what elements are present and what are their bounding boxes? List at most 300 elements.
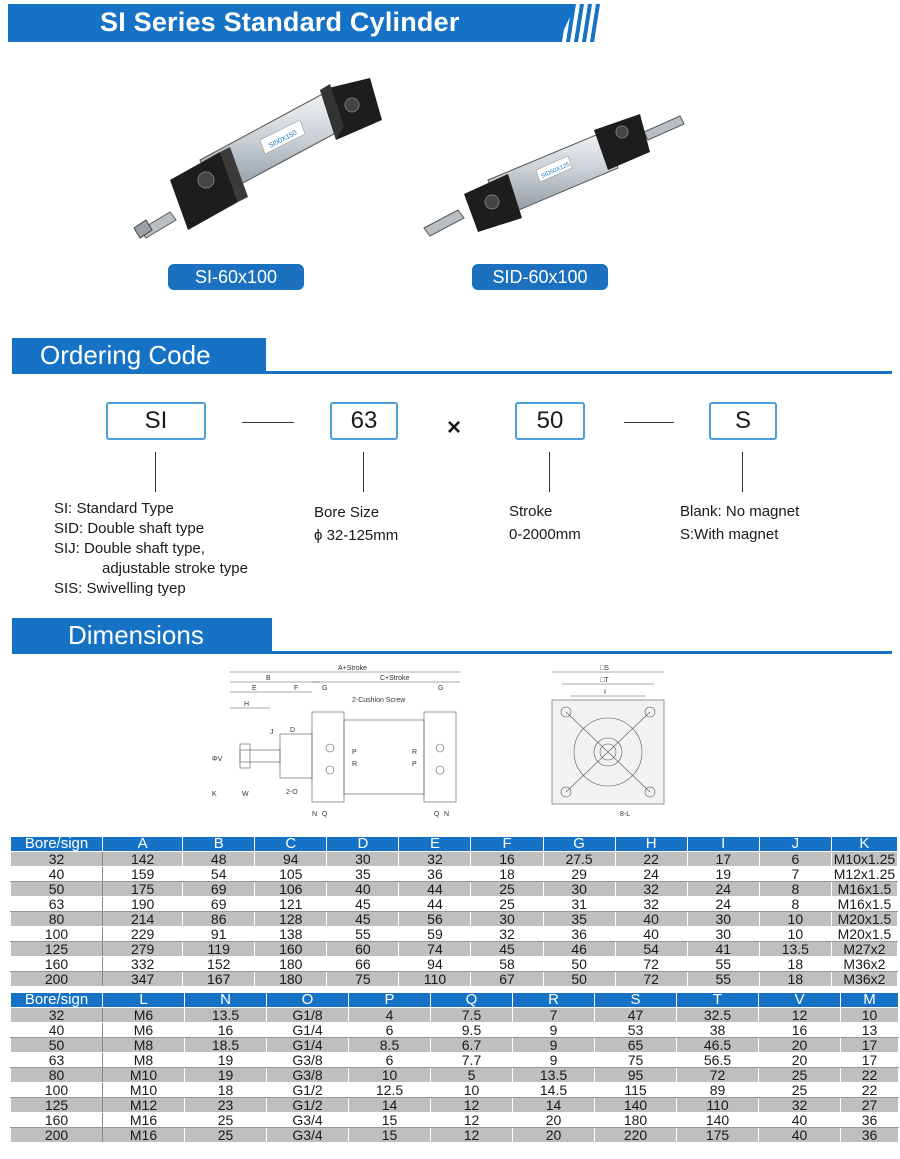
table-cell: 41 bbox=[687, 942, 759, 957]
bore-cell: 32 bbox=[11, 852, 103, 867]
table-cell: 14 bbox=[349, 1098, 431, 1113]
table-cell: M36x2 bbox=[831, 957, 897, 972]
table-cell: 20 bbox=[759, 1038, 841, 1053]
table-row bbox=[11, 912, 898, 927]
table-cell: 30 bbox=[687, 912, 759, 927]
table-cell: 10 bbox=[759, 927, 831, 942]
table-cell: 67 bbox=[471, 972, 543, 987]
table-cell: 36 bbox=[841, 1128, 899, 1143]
table-cell: 32 bbox=[615, 897, 687, 912]
magnet-leader bbox=[742, 452, 743, 492]
table-row bbox=[11, 1038, 899, 1053]
table-cell: 50 bbox=[543, 972, 615, 987]
si-product-label: SI-60x100 bbox=[168, 264, 304, 290]
table-row bbox=[11, 957, 898, 972]
svg-text:2-O: 2-O bbox=[286, 789, 298, 796]
table-cell: 17 bbox=[687, 852, 759, 867]
stroke-description: Stroke 0-2000mm bbox=[509, 503, 581, 543]
table-cell: 220 bbox=[595, 1128, 677, 1143]
table-cell: 7 bbox=[759, 867, 831, 882]
svg-text:J: J bbox=[270, 729, 274, 736]
table-cell: 180 bbox=[255, 972, 327, 987]
table2-header bbox=[11, 993, 899, 1008]
table-cell: 72 bbox=[615, 972, 687, 987]
table-cell: 22 bbox=[841, 1068, 899, 1083]
type-description: SI: Standard Type SID: Double shaft type SIJ: Double shaft type, adjustable stroke type SIS: Swivelling tyep bbox=[54, 500, 248, 597]
table-cell: 60 bbox=[327, 942, 399, 957]
table-cell: 4 bbox=[349, 1008, 431, 1023]
svg-text:Q: Q bbox=[434, 811, 440, 818]
magnet-description: Blank: No magnet S:With magnet bbox=[680, 503, 800, 543]
table-cell: 55 bbox=[687, 957, 759, 972]
table-cell: 16 bbox=[185, 1023, 267, 1038]
table-cell: 44 bbox=[399, 897, 471, 912]
column-header: G bbox=[543, 837, 615, 852]
table-cell: 18 bbox=[759, 972, 831, 987]
bore-description: Bore Size ϕ 32-125mm bbox=[314, 504, 399, 544]
title-banner bbox=[8, 4, 606, 42]
table-cell: 175 bbox=[677, 1128, 759, 1143]
table-cell: 24 bbox=[615, 867, 687, 882]
table-row bbox=[11, 1098, 899, 1113]
end-view-drawing bbox=[546, 662, 674, 822]
table-cell: 142 bbox=[103, 852, 183, 867]
table-cell: 69 bbox=[183, 882, 255, 897]
table-cell: G1/4 bbox=[267, 1023, 349, 1038]
table-cell: 12 bbox=[431, 1113, 513, 1128]
table-cell: 91 bbox=[183, 927, 255, 942]
table-cell: M10 bbox=[103, 1083, 185, 1098]
column-header: K bbox=[831, 837, 897, 852]
code-type-box: SI bbox=[106, 402, 206, 440]
table-cell: 56.5 bbox=[677, 1053, 759, 1068]
table-cell: 30 bbox=[687, 927, 759, 942]
table-cell: 24 bbox=[687, 882, 759, 897]
table-cell: 30 bbox=[327, 852, 399, 867]
table-cell: 214 bbox=[103, 912, 183, 927]
table-cell: 6 bbox=[759, 852, 831, 867]
table-cell: 10 bbox=[759, 912, 831, 927]
table-cell: 5 bbox=[431, 1068, 513, 1083]
table-cell: 175 bbox=[103, 882, 183, 897]
column-header: R bbox=[513, 993, 595, 1008]
table-cell: 180 bbox=[255, 957, 327, 972]
table-cell: 55 bbox=[687, 972, 759, 987]
table-cell: 8.5 bbox=[349, 1038, 431, 1053]
table-cell: 94 bbox=[255, 852, 327, 867]
table-cell: 48 bbox=[183, 852, 255, 867]
svg-text:G: G bbox=[322, 685, 328, 692]
bore-cell: 100 bbox=[11, 927, 103, 942]
table-cell: M10 bbox=[103, 1068, 185, 1083]
column-header: D bbox=[327, 837, 399, 852]
table-cell: M16 bbox=[103, 1113, 185, 1128]
column-header: C bbox=[255, 837, 327, 852]
bore-cell: 80 bbox=[11, 912, 103, 927]
ordering-code-header bbox=[12, 338, 892, 374]
table-cell: 25 bbox=[471, 897, 543, 912]
bore-cell: 40 bbox=[11, 1023, 103, 1038]
table-row bbox=[11, 882, 898, 897]
bore-cell: 100 bbox=[11, 1083, 103, 1098]
svg-text:□T: □T bbox=[600, 677, 609, 684]
svg-text:I: I bbox=[604, 689, 606, 696]
table-cell: 45 bbox=[327, 897, 399, 912]
table-cell: 18 bbox=[759, 957, 831, 972]
code-bore-box: 63 bbox=[330, 402, 398, 440]
table-cell: 47 bbox=[595, 1008, 677, 1023]
table-cell: M20x1.5 bbox=[831, 912, 897, 927]
table-cell: 190 bbox=[103, 897, 183, 912]
column-header: F bbox=[471, 837, 543, 852]
table-row bbox=[11, 1068, 899, 1083]
side-view-drawing bbox=[204, 662, 470, 822]
table-cell: 27 bbox=[841, 1098, 899, 1113]
svg-text:W: W bbox=[242, 791, 249, 798]
table-cell: 95 bbox=[595, 1068, 677, 1083]
table-cell: 140 bbox=[677, 1113, 759, 1128]
table-cell: 86 bbox=[183, 912, 255, 927]
table-cell: G1/2 bbox=[267, 1098, 349, 1113]
si-cylinder-image bbox=[130, 70, 390, 250]
table-cell: 20 bbox=[513, 1113, 595, 1128]
table-cell: 16 bbox=[759, 1023, 841, 1038]
table-cell: 17 bbox=[841, 1053, 899, 1068]
table-cell: 6.7 bbox=[431, 1038, 513, 1053]
bore-cell: 160 bbox=[11, 957, 103, 972]
svg-text:G: G bbox=[438, 685, 444, 692]
column-header: B bbox=[183, 837, 255, 852]
dash-1 bbox=[242, 422, 294, 423]
column-header: Q bbox=[431, 993, 513, 1008]
table-cell: 40 bbox=[615, 912, 687, 927]
table-cell: 23 bbox=[185, 1098, 267, 1113]
table-cell: 128 bbox=[255, 912, 327, 927]
table-cell: 40 bbox=[615, 927, 687, 942]
table-cell: 15 bbox=[349, 1113, 431, 1128]
table-row bbox=[11, 1083, 899, 1098]
table-cell: 29 bbox=[543, 867, 615, 882]
svg-text:N: N bbox=[444, 811, 450, 818]
table-row bbox=[11, 897, 898, 912]
table-cell: 32 bbox=[615, 882, 687, 897]
svg-text:H: H bbox=[244, 701, 250, 708]
table-cell: 30 bbox=[543, 882, 615, 897]
table-cell: M12 bbox=[103, 1098, 185, 1113]
table-cell: 10 bbox=[841, 1008, 899, 1023]
table-cell: 25 bbox=[185, 1113, 267, 1128]
table-cell: 25 bbox=[759, 1068, 841, 1083]
column-header: V bbox=[759, 993, 841, 1008]
table-cell: 17 bbox=[841, 1038, 899, 1053]
table-cell: 8 bbox=[759, 897, 831, 912]
table-row bbox=[11, 1023, 899, 1038]
table-cell: 13.5 bbox=[513, 1068, 595, 1083]
table-cell: 50 bbox=[543, 957, 615, 972]
table-cell: 140 bbox=[595, 1098, 677, 1113]
table-cell: 25 bbox=[759, 1083, 841, 1098]
table-cell: 89 bbox=[677, 1083, 759, 1098]
table-cell: 18.5 bbox=[185, 1038, 267, 1053]
table-cell: M36x2 bbox=[831, 972, 897, 987]
table-cell: M27x2 bbox=[831, 942, 897, 957]
column-header: N bbox=[185, 993, 267, 1008]
svg-text:P: P bbox=[412, 761, 417, 768]
table-cell: 332 bbox=[103, 957, 183, 972]
bore-cell: 80 bbox=[11, 1068, 103, 1083]
table-row bbox=[11, 1113, 899, 1128]
table-cell: 19 bbox=[185, 1068, 267, 1083]
table-cell: 106 bbox=[255, 882, 327, 897]
table-cell: M6 bbox=[103, 1023, 185, 1038]
table-cell: G1/8 bbox=[267, 1008, 349, 1023]
table-cell: 30 bbox=[471, 912, 543, 927]
table-cell: 32 bbox=[759, 1098, 841, 1113]
table-cell: 7.5 bbox=[431, 1008, 513, 1023]
svg-text:ΦV: ΦV bbox=[212, 756, 223, 763]
svg-text:F: F bbox=[294, 685, 299, 692]
table-cell: M10x1.25 bbox=[831, 852, 897, 867]
svg-text:□S: □S bbox=[600, 665, 609, 672]
table-cell: 19 bbox=[687, 867, 759, 882]
table-cell: 13.5 bbox=[759, 942, 831, 957]
bore-cell: 125 bbox=[11, 942, 103, 957]
table-cell: 46.5 bbox=[677, 1038, 759, 1053]
table-cell: 36 bbox=[841, 1113, 899, 1128]
code-magnet-box: S bbox=[709, 402, 777, 440]
column-header: J bbox=[759, 837, 831, 852]
dimensions-title: Dimensions bbox=[12, 618, 272, 652]
table-cell: 12 bbox=[759, 1008, 841, 1023]
table-cell: 65 bbox=[595, 1038, 677, 1053]
table-cell: 94 bbox=[399, 957, 471, 972]
bore-cell: 32 bbox=[11, 1008, 103, 1023]
bore-cell: 50 bbox=[11, 1038, 103, 1053]
table-cell: 72 bbox=[615, 957, 687, 972]
table-cell: 32.5 bbox=[677, 1008, 759, 1023]
code-stroke-box: 50 bbox=[515, 402, 585, 440]
bore-cell: 63 bbox=[11, 897, 103, 912]
table-cell: 160 bbox=[255, 942, 327, 957]
table-cell: 36 bbox=[543, 927, 615, 942]
column-header: O bbox=[267, 993, 349, 1008]
bore-cell: 160 bbox=[11, 1113, 103, 1128]
table-cell: 40 bbox=[327, 882, 399, 897]
table-cell: G1/4 bbox=[267, 1038, 349, 1053]
multiply-sign: × bbox=[447, 414, 462, 441]
svg-text:R: R bbox=[412, 749, 418, 756]
table-cell: 12 bbox=[431, 1128, 513, 1143]
table-cell: 32 bbox=[399, 852, 471, 867]
table-cell: 180 bbox=[595, 1113, 677, 1128]
table-cell: 9 bbox=[513, 1053, 595, 1068]
table-cell: 32 bbox=[471, 927, 543, 942]
table-cell: 6 bbox=[349, 1053, 431, 1068]
table-cell: 119 bbox=[183, 942, 255, 957]
si-body-label: SI50X150 bbox=[267, 129, 299, 150]
table-cell: 9.5 bbox=[431, 1023, 513, 1038]
table-cell: 45 bbox=[327, 912, 399, 927]
table-cell: 19 bbox=[185, 1053, 267, 1068]
table-cell: 14.5 bbox=[513, 1083, 595, 1098]
svg-text:A+Stroke: A+Stroke bbox=[338, 665, 367, 672]
sid-product-label: SID-60x100 bbox=[472, 264, 608, 290]
table-cell: M16x1.5 bbox=[831, 882, 897, 897]
svg-text:P: P bbox=[352, 749, 357, 756]
table-cell: 69 bbox=[183, 897, 255, 912]
table-cell: 13.5 bbox=[185, 1008, 267, 1023]
bore-cell: 200 bbox=[11, 1128, 103, 1143]
column-header: Bore/sign bbox=[11, 993, 103, 1008]
table-cell: 74 bbox=[399, 942, 471, 957]
table-cell: M20x1.5 bbox=[831, 927, 897, 942]
table-cell: 18 bbox=[185, 1083, 267, 1098]
table-cell: 12 bbox=[431, 1098, 513, 1113]
column-header: P bbox=[349, 993, 431, 1008]
bore-cell: 125 bbox=[11, 1098, 103, 1113]
table-cell: 105 bbox=[255, 867, 327, 882]
table-row bbox=[11, 942, 898, 957]
table-cell: 138 bbox=[255, 927, 327, 942]
dimensions-table-2 bbox=[10, 992, 899, 1143]
table-cell: 22 bbox=[615, 852, 687, 867]
svg-text:R: R bbox=[352, 761, 358, 768]
table-cell: 35 bbox=[327, 867, 399, 882]
table-cell: 75 bbox=[595, 1053, 677, 1068]
table-cell: 14 bbox=[513, 1098, 595, 1113]
table-cell: 35 bbox=[543, 912, 615, 927]
table-cell: 159 bbox=[103, 867, 183, 882]
column-header: S bbox=[595, 993, 677, 1008]
column-header: L bbox=[103, 993, 185, 1008]
stripes-decoration bbox=[558, 4, 606, 42]
bore-leader bbox=[363, 452, 364, 492]
table-cell: 45 bbox=[471, 942, 543, 957]
table-cell: M16x1.5 bbox=[831, 897, 897, 912]
table-cell: 25 bbox=[185, 1128, 267, 1143]
table-cell: M8 bbox=[103, 1038, 185, 1053]
table-cell: 279 bbox=[103, 942, 183, 957]
table-row bbox=[11, 1008, 899, 1023]
table-cell: M6 bbox=[103, 1008, 185, 1023]
table-cell: 55 bbox=[327, 927, 399, 942]
table-cell: 40 bbox=[759, 1128, 841, 1143]
table-cell: 54 bbox=[615, 942, 687, 957]
svg-text:D: D bbox=[290, 727, 296, 734]
table-cell: 10 bbox=[349, 1068, 431, 1083]
table-cell: 6 bbox=[349, 1023, 431, 1038]
table-cell: 38 bbox=[677, 1023, 759, 1038]
table-cell: M8 bbox=[103, 1053, 185, 1068]
table-cell: 27.5 bbox=[543, 852, 615, 867]
sid-cylinder-image bbox=[418, 110, 690, 240]
table-row bbox=[11, 1128, 899, 1143]
column-header: I bbox=[687, 837, 759, 852]
table-cell: 13 bbox=[841, 1023, 899, 1038]
bore-cell: 200 bbox=[11, 972, 103, 987]
table-cell: 20 bbox=[759, 1053, 841, 1068]
bore-cell: 50 bbox=[11, 882, 103, 897]
table-row bbox=[11, 1053, 899, 1068]
table-cell: 16 bbox=[471, 852, 543, 867]
table-cell: G3/8 bbox=[267, 1068, 349, 1083]
table-cell: 75 bbox=[327, 972, 399, 987]
table-cell: 22 bbox=[841, 1083, 899, 1098]
ordering-code-title: Ordering Code bbox=[12, 338, 266, 372]
column-header: A bbox=[103, 837, 183, 852]
table-row bbox=[11, 867, 898, 882]
table-cell: M16 bbox=[103, 1128, 185, 1143]
table-cell: G3/4 bbox=[267, 1113, 349, 1128]
table-row bbox=[11, 972, 898, 987]
svg-text:C+Stroke: C+Stroke bbox=[380, 675, 410, 682]
table-cell: 110 bbox=[399, 972, 471, 987]
table-cell: 40 bbox=[759, 1113, 841, 1128]
table-cell: 9 bbox=[513, 1038, 595, 1053]
table-cell: 24 bbox=[687, 897, 759, 912]
table-cell: 53 bbox=[595, 1023, 677, 1038]
table-cell: 31 bbox=[543, 897, 615, 912]
svg-text:2-Cushion Screw: 2-Cushion Screw bbox=[352, 697, 406, 704]
svg-text:8-L: 8-L bbox=[620, 811, 631, 818]
table-cell: 59 bbox=[399, 927, 471, 942]
bore-cell: 63 bbox=[11, 1053, 103, 1068]
table-cell: 15 bbox=[349, 1128, 431, 1143]
dimensions-table-1 bbox=[10, 836, 898, 987]
svg-text:B: B bbox=[266, 675, 271, 682]
table-row bbox=[11, 927, 898, 942]
table-cell: G3/8 bbox=[267, 1053, 349, 1068]
table-cell: 66 bbox=[327, 957, 399, 972]
svg-text:E: E bbox=[252, 685, 257, 692]
table-cell: G1/2 bbox=[267, 1083, 349, 1098]
table1-header bbox=[11, 837, 898, 852]
table-cell: 25 bbox=[471, 882, 543, 897]
table-cell: 167 bbox=[183, 972, 255, 987]
sid-body-label: SID50X125 bbox=[540, 161, 571, 180]
svg-text:N: N bbox=[312, 811, 318, 818]
dash-2 bbox=[624, 422, 674, 423]
table-cell: 56 bbox=[399, 912, 471, 927]
bore-cell: 40 bbox=[11, 867, 103, 882]
table-cell: M12x1.25 bbox=[831, 867, 897, 882]
type-leader bbox=[155, 452, 156, 492]
dimensions-header bbox=[12, 618, 892, 654]
column-header: E bbox=[399, 837, 471, 852]
table-cell: 229 bbox=[103, 927, 183, 942]
svg-text:Q: Q bbox=[322, 811, 328, 818]
table-cell: 12.5 bbox=[349, 1083, 431, 1098]
table-cell: 110 bbox=[677, 1098, 759, 1113]
table-cell: 8 bbox=[759, 882, 831, 897]
page-title: SI Series Standard Cylinder bbox=[100, 7, 460, 37]
table-cell: 72 bbox=[677, 1068, 759, 1083]
table-cell: 9 bbox=[513, 1023, 595, 1038]
column-header: Bore/sign bbox=[11, 837, 103, 852]
table-cell: 347 bbox=[103, 972, 183, 987]
column-header: H bbox=[615, 837, 687, 852]
stroke-leader bbox=[549, 452, 550, 492]
table-cell: 20 bbox=[513, 1128, 595, 1143]
table-cell: 58 bbox=[471, 957, 543, 972]
table-cell: 18 bbox=[471, 867, 543, 882]
table-cell: 121 bbox=[255, 897, 327, 912]
table-cell: 7.7 bbox=[431, 1053, 513, 1068]
svg-text:K: K bbox=[212, 791, 217, 798]
table-cell: 36 bbox=[399, 867, 471, 882]
table-row bbox=[11, 852, 898, 867]
table-cell: 44 bbox=[399, 882, 471, 897]
